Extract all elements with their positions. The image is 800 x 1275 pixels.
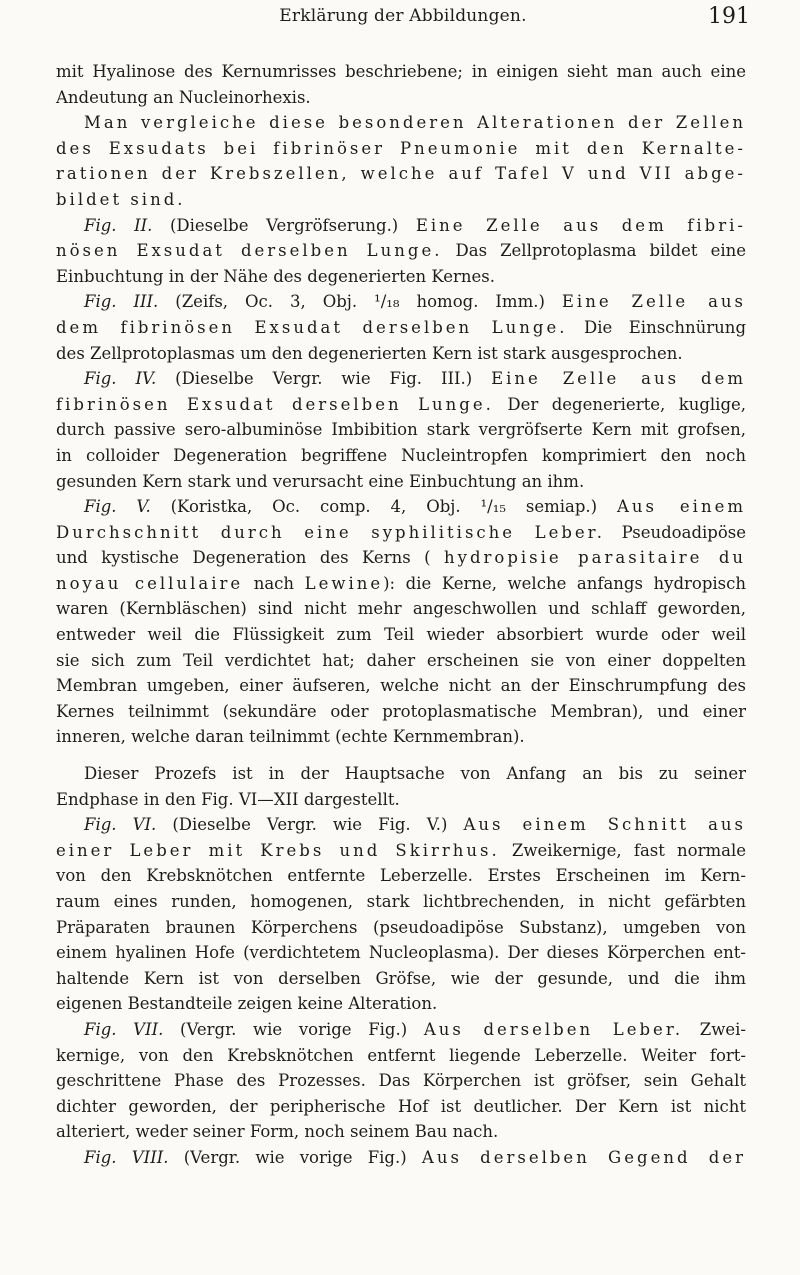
text-line: des Exsudats bei fibrinöser Pneumonie mit den Kernalte- (56, 138, 746, 158)
text-line: gesunden Kern stark und verursacht eine Einbuchtung an ihm. (56, 471, 585, 491)
text-line: von den Krebsknötchen entfernte Leberzelle. Erstes Erscheinen im Kern- (56, 866, 746, 886)
text-line: fibrinösen Exsudat derselben Lunge. Der degenerierte, kuglige, (56, 394, 747, 414)
text-line: Fig. VII. (Vergr. wie vorige Fig.) Aus derselben Leber. Zwei- (84, 1019, 746, 1039)
text-line: alteriert, weder seiner Form, noch seinem Bau nach. (56, 1122, 499, 1142)
text-line: entweder weil die Flüssigkeit zum Teil wieder absorbiert wurde oder weil (56, 625, 746, 645)
text-line: nösen Exsudat derselben Lunge. Das Zellprotoplasma bildet eine (56, 241, 746, 261)
text-line: Fig. II. (Dieselbe Vergröfserung.) Eine Zelle aus dem fibri- (84, 215, 746, 235)
text-line: geschrittene Phase des Prozesses. Das Körperchen ist gröfser, sein Gehalt (56, 1071, 746, 1091)
text-line: dichter geworden, der peripherische Hof ist deutlicher. Der Kern ist nicht (56, 1096, 746, 1116)
body-text (56, 59, 746, 1171)
text-line: rationen der Krebszellen, welche auf Tafel V und VII abge- (56, 164, 746, 184)
text-line: waren (Kernbläschen) sind nicht mehr angeschwollen und schlaff geworden, (56, 599, 746, 619)
text-line: eigenen Bestandteile zeigen keine Alteration. (56, 994, 438, 1014)
text-line: Man vergleiche diese besonderen Alterationen der Zellen (84, 113, 746, 133)
text-line: raum eines runden, homogenen, stark lichtbrechenden, in nicht gefärbten (56, 892, 746, 911)
text-line: Endphase in den Fig. VI—XII dargestellt. (56, 789, 400, 809)
text-line: noyau cellulaire nach Lewine): die Kerne, welche anfangs hydropisch (56, 573, 747, 593)
page-number: 191 (708, 4, 750, 29)
text-line: Dieser Prozefs ist in der Hauptsache von Anfang an bis zu seiner (84, 764, 746, 784)
text-line: Andeutung an Nucleinorhexis. (56, 87, 311, 107)
text-line: des Zellprotoplasmas um den degenerierten Kern ist stark ausgesprochen. (56, 343, 683, 363)
text-line: Fig. VI. (Dieselbe Vergr. wie Fig. V.) Aus einem Schnitt aus (84, 815, 747, 835)
text-line: Durchschnitt durch eine syphilitische Leber. Pseudoadipöse (56, 522, 747, 542)
text-line: und kystische Degeneration des Kerns ( hydropisie parasitaire du (56, 548, 747, 568)
text-line: haltende Kern ist von derselben Gröfse, wie der gesunde, und die ihm (56, 968, 746, 988)
text-line: bildet sind. (56, 189, 186, 209)
text-line: inneren, welche daran teilnimmt (echte Kernmembran). (56, 727, 525, 747)
text-line: Präparaten braunen Körperchens (pseudoadipöse Substanz), umgeben von (56, 917, 746, 937)
text-line: einer Leber mit Krebs und Skirrhus. Zweikernige, fast normale (56, 840, 747, 860)
text-line: mit Hyalinose des Kernumrisses beschriebene; in einigen sieht man auch eine (56, 62, 746, 81)
text-line: einem hyalinen Hofe (verdichtetem Nucleoplasma). Der dieses Körperchen ent- (56, 943, 746, 963)
text-line: Fig. VIII. (Vergr. wie vorige Fig.) Aus derselben Gegend der (84, 1147, 746, 1167)
page-header (56, 0, 750, 40)
text-line: Fig. IV. (Dieselbe Vergr. wie Fig. III.) Eine Zelle aus dem (84, 369, 746, 389)
text-line: Fig. V. (Koristka, Oc. comp. 4, Obj. ¹/₁₅ semiap.) Aus einem (84, 497, 746, 517)
text-line: dem fibrinösen Exsudat derselben Lunge. Die Einschnürung (56, 317, 747, 337)
text-line: Einbuchtung in der Nähe des degenerierten Kernes. (56, 266, 496, 286)
text-line: in colloider Degeneration begriffene Nucleintropfen komprimiert den noch (56, 445, 746, 465)
text-line: Kernes teilnimmt (sekundäre oder protoplasmatische Membran), und einer (56, 701, 746, 721)
running-title: Erklärung der Abbildungen. (279, 6, 527, 26)
text-line: durch passive sero-albuminöse Imbibition stark vergröfserte Kern mit grofsen, (56, 420, 746, 440)
text-line: Membran umgeben, einer äufseren, welche nicht an der Einschrumpfung des (56, 676, 746, 696)
text-line: kernige, von den Krebsknötchen entfernt liegende Leberzelle. Weiter fort- (56, 1045, 746, 1065)
text-line: sie sich zum Teil verdichtet hat; daher erscheinen sie von einer doppelten (56, 650, 746, 670)
text-line: Fig. III. (Zeifs, Oc. 3, Obj. ¹/₁₈ homog. Imm.) Eine Zelle aus (84, 292, 747, 312)
